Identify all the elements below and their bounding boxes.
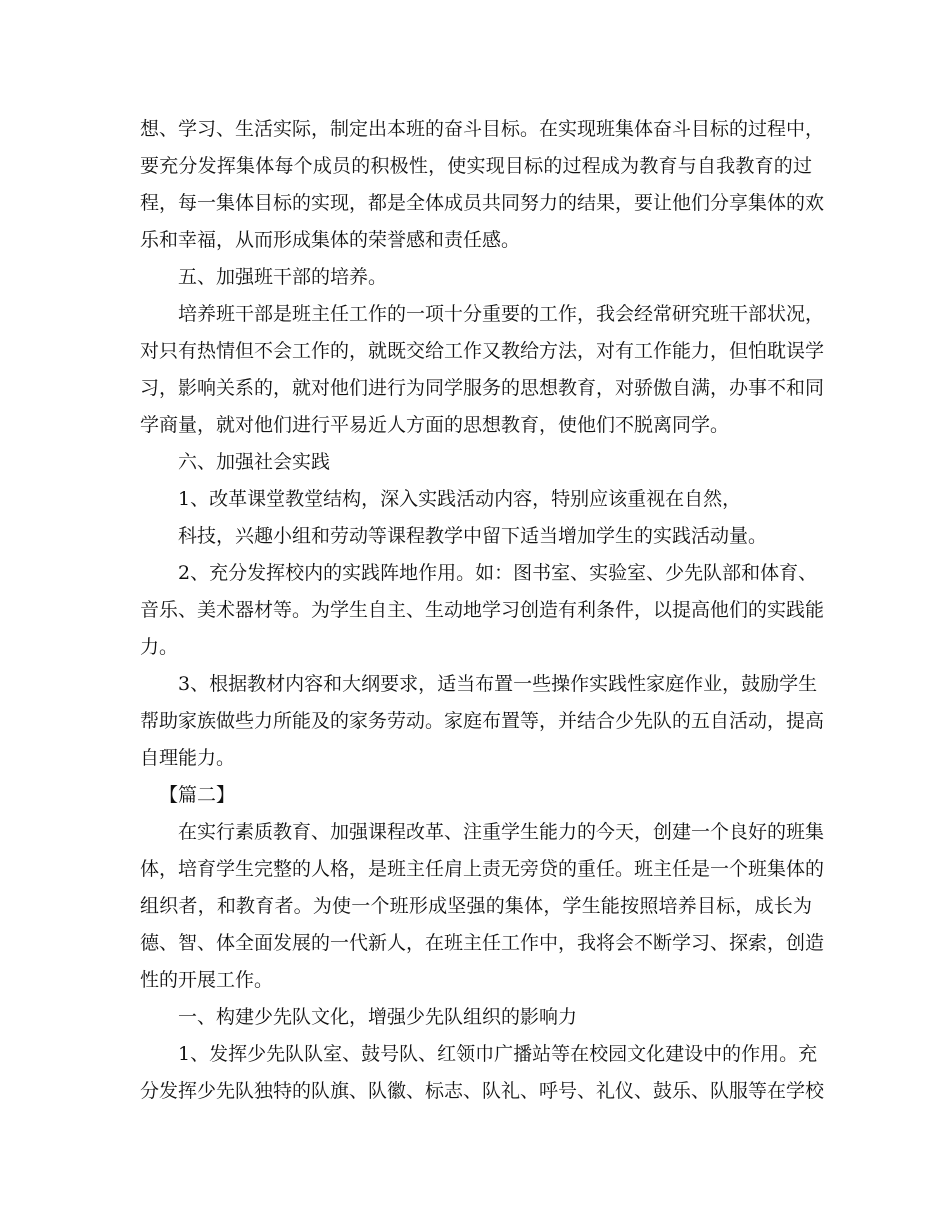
list-item-young-pioneers (140, 1036, 825, 1110)
heading-text: 一、构建少先队文化，增强少先队组织的影响力 (178, 1006, 578, 1028)
text-line: 培养班干部是班主任工作的一项十分重要的工作，我会经常研究班干部状况， (178, 303, 825, 325)
section-heading-1 (140, 999, 812, 1036)
part-title: 【篇二】 (159, 784, 236, 806)
text-line: 想、学习、生活实际，制定出本班的奋斗目标。在实现班集体奋斗目标的过程中， (140, 118, 825, 140)
text-line: 科技，兴趣小组和劳动等课程教学中留下适当增加学生的实践活动量。 (178, 525, 768, 547)
paragraph-class-cadres (140, 296, 825, 444)
section-heading-6 (140, 444, 812, 481)
text-line: 在实行素质教育、加强课程改革、注重学生能力的今天，创建一个良好的班集 (178, 821, 825, 843)
text-line: 乐和幸福，从而形成集体的荣誉感和责任感。 (140, 229, 521, 251)
text-line: 德、智、体全面发展的一代新人，在班主任工作中，我将会不断学习、探索，创造 (140, 932, 825, 954)
text-line: 音乐、美术器材等。为学生自主、生动地学习创造有利条件，以提高他们的实践能 (140, 599, 825, 621)
text-line: 2、充分发挥校内的实践阵地作用。如：图书室、实验室、少先队部和体育、 (178, 562, 818, 584)
text-line: 力。 (140, 636, 179, 658)
document-body (140, 111, 825, 1110)
text-line: 3、根据教材内容和大纲要求，适当布置一些操作实践性家庭作业，鼓励学生 (178, 673, 818, 695)
text-line: 组织者，和教育者。为使一个班形成坚强的集体，学生能按照培养目标，成长为 (140, 895, 812, 917)
text-line: 习，影响关系的，就对他们进行为同学服务的思想教育，对骄傲自满，办事不和同 (140, 377, 825, 399)
paragraph-intro (140, 814, 825, 999)
text-line: 程，每一集体目标的实现，都是全体成员共同努力的结果，要让他们分享集体的欢 (140, 192, 825, 214)
text-line: 体，培育学生完整的人格，是班主任肩上责无旁贷的重任。班主任是一个班集体的 (140, 858, 825, 880)
text-line: 1、发挥少先队队室、鼓号队、红领巾广播站等在校园文化建设中的作用。充 (178, 1043, 818, 1065)
paragraph-continued (140, 111, 825, 259)
list-item-3 (140, 666, 825, 777)
text-line: 自理能力。 (140, 747, 236, 769)
section-title-part-two (140, 777, 812, 814)
heading-text: 五、加强班干部的培养。 (178, 266, 388, 288)
text-line: 帮助家族做些力所能及的家务劳动。家庭布置等，并结合少先队的五自活动，提高 (140, 710, 825, 732)
list-item-2 (140, 555, 825, 666)
text-line: 分发挥少先队独特的队旗、队徽、标志、队礼、呼号、礼仪、鼓乐、队服等在学校 (140, 1080, 825, 1102)
text-line: 对只有热情但不会工作的，就既交给工作又教给方法，对有工作能力，但怕耽误学 (140, 340, 825, 362)
text-line: 学商量，就对他们进行平易近人方面的思想教育，使他们不脱离同学。 (140, 414, 730, 436)
text-line: 1、改革课堂教堂结构，深入实践活动内容，特别应该重视在自然， (178, 488, 742, 510)
heading-text: 六、加强社会实践 (178, 451, 331, 473)
list-item-1-continued (140, 518, 812, 555)
list-item-1 (140, 481, 812, 518)
section-heading-5 (140, 259, 812, 296)
text-line: 性的开展工作。 (140, 969, 274, 991)
text-line: 要充分发挥集体每个成员的积极性，使实现目标的过程成为教育与自我教育的过 (140, 155, 812, 177)
